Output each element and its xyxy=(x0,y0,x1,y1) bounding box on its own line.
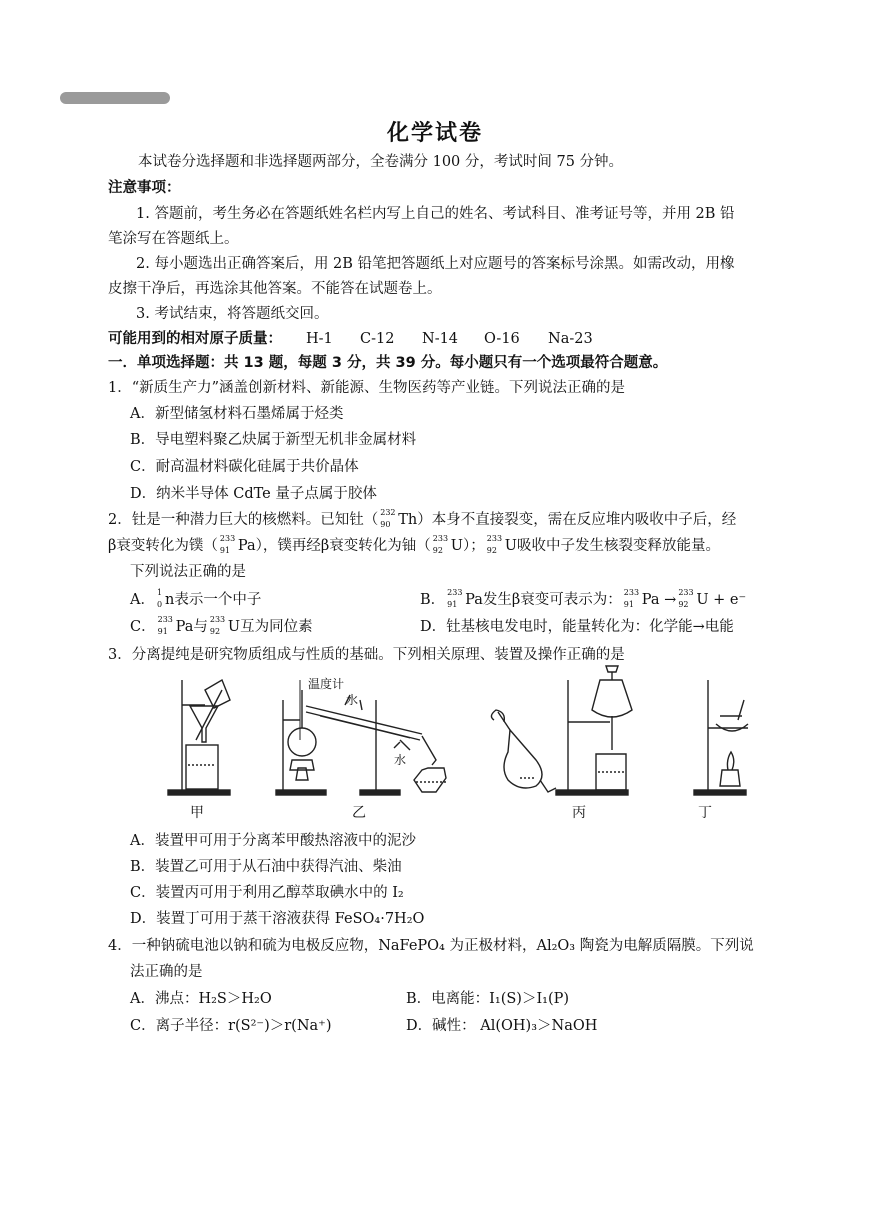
q2-option-a: A． 1 0 n表示一个中子 xyxy=(130,588,262,609)
q1-stem: 1．“新质生产力”涵盖创新材料、新能源、生物医药等产业链。下列说法正确的是 xyxy=(108,380,626,396)
atomic-mass-h: H-1 xyxy=(306,331,333,347)
notice-item-3: 3. 考试结束，将答题纸交回。 xyxy=(136,306,329,322)
isotope-pa233: 233 91 xyxy=(157,615,173,636)
section-heading: 一．单项选择题：共 13 题，每题 3 分，共 39 分。每小题只有一个选项最符合题意。 xyxy=(108,355,668,371)
atomic-mass-n: N-14 xyxy=(422,331,459,347)
isotope-u233: 233 92 xyxy=(678,588,694,609)
apparatus-bing-extraction xyxy=(491,710,556,792)
exam-intro: 本试卷分选择题和非选择题两部分，全卷满分 100 分，考试时间 75 分钟。 xyxy=(138,154,624,170)
atomic-mass-label: 可能用到的相对原子质量： xyxy=(108,331,282,347)
q3-option-a: A．装置甲可用于分离苯甲酸热溶液中的泥沙 xyxy=(130,833,416,849)
q1-option-d: D．纳米半导体 CdTe 量子点属于胶体 xyxy=(130,486,377,502)
page-title: 化学试卷 xyxy=(386,121,483,146)
apparatus-bing-stand xyxy=(556,666,632,795)
atomic-mass-na: Na-23 xyxy=(548,331,593,347)
isotope-u233: 233 92 xyxy=(486,534,503,555)
q4-option-d: D．碱性： Al(OH)₃＞NaOH xyxy=(406,1018,598,1034)
q2-option-c: C． 233 91 Pa与 233 92 U互为同位素 xyxy=(130,615,313,636)
atomic-mass-c: C-12 xyxy=(360,331,395,347)
q1-option-c: C．耐高温材料碳化硅属于共价晶体 xyxy=(130,459,359,475)
q3-option-c: C．装置丙可用于利用乙醇萃取碘水中的 I₂ xyxy=(130,885,404,901)
q4-stem-cont: 法正确的是 xyxy=(130,964,203,980)
figure-label-jia: 甲 xyxy=(190,805,204,821)
apparatus-yi-distillation xyxy=(276,680,446,795)
isotope-pa233: 233 91 xyxy=(447,588,463,609)
q4-option-a: A．沸点：H₂S＞H₂O xyxy=(130,991,272,1007)
isotope-pa233: 233 91 xyxy=(219,534,236,555)
notice-item-2-cont: 皮擦干净后，再选涂其他答案。不能答在试题卷上。 xyxy=(108,281,442,297)
isotope-u233: 233 92 xyxy=(209,615,226,636)
q3-option-d: D．装置丁可用于蒸干溶液获得 FeSO₄·7H₂O xyxy=(130,911,425,927)
isotope-neutron: 1 0 xyxy=(156,588,163,609)
q3-option-b: B．装置乙可用于从石油中获得汽油、柴油 xyxy=(130,859,402,875)
q4-stem: 4．一种钠硫电池以钠和硫为电极反应物，NaFePO₄ 为正极材料，Al₂O₃ 陶瓷为电解质隔膜。下列说 xyxy=(108,938,754,954)
isotope-u233: 233 92 xyxy=(432,534,449,555)
water-in-label: 水 xyxy=(394,753,407,767)
atomic-mass-o: O-16 xyxy=(484,331,520,347)
q4-option-b: B．电离能：I₁(S)＞I₁(P) xyxy=(406,991,570,1007)
q3-stem: 3．分离提纯是研究物质组成与性质的基础。下列相关原理、装置及操作正确的是 xyxy=(108,647,625,663)
notice-item-2: 2. 每小题选出正确答案后，用 2B 铅笔把答题纸上对应题号的答案标号涂黑。如需改动，用橡 xyxy=(136,256,735,272)
q2-option-d: D．钍基核电发电时，能量转化为：化学能→电能 xyxy=(420,619,734,635)
q2-option-b: B． 233 91 Pa发生β衰变可表示为： 233 91 Pa → 233 92 U + e⁻ xyxy=(420,588,747,609)
isotope-pa233: 233 91 xyxy=(623,588,640,609)
q1-option-b: B．导电塑料聚乙炔属于新型无机非金属材料 xyxy=(130,432,417,448)
water-out-label: 水 xyxy=(346,693,359,707)
apparatus-ding-evaporation xyxy=(694,680,748,795)
notice-item-1-cont: 笔涂写在答题纸上。 xyxy=(108,231,239,247)
figure-label-ding: 丁 xyxy=(698,805,712,821)
q2-line-2: β衰变转化为镤（ 233 91 Pa），镤再经β衰变转化为铀（ 233 92 U）； 233 92 U吸收中子发生核裂变释放能量。 xyxy=(108,534,720,555)
q1-option-a: A．新型储氢材料石墨烯属于烃类 xyxy=(130,406,344,422)
q2-line-1: 2．钍是一种潜力巨大的核燃料。已知钍（ 232 90 Th）本身不直接裂变，需在反应堆内吸收中子后，经 xyxy=(108,508,737,529)
figure-label-bing: 丙 xyxy=(572,805,586,821)
thermometer-label: 温度计 xyxy=(308,677,345,691)
figure-label-yi: 乙 xyxy=(352,805,366,821)
notice-item-1: 1. 答题前，考生务必在答题纸姓名栏内写上自己的姓名、考试科目、准考证号等，并用 2B 铅 xyxy=(136,206,735,222)
notice-heading: 注意事项： xyxy=(108,180,181,196)
apparatus-jia-filtration xyxy=(168,680,230,795)
isotope-th232: 232 90 xyxy=(380,508,396,529)
q2-line-3: 下列说法正确的是 xyxy=(130,564,246,580)
q4-option-c: C．离子半径：r(S²⁻)＞r(Na⁺) xyxy=(130,1018,332,1034)
